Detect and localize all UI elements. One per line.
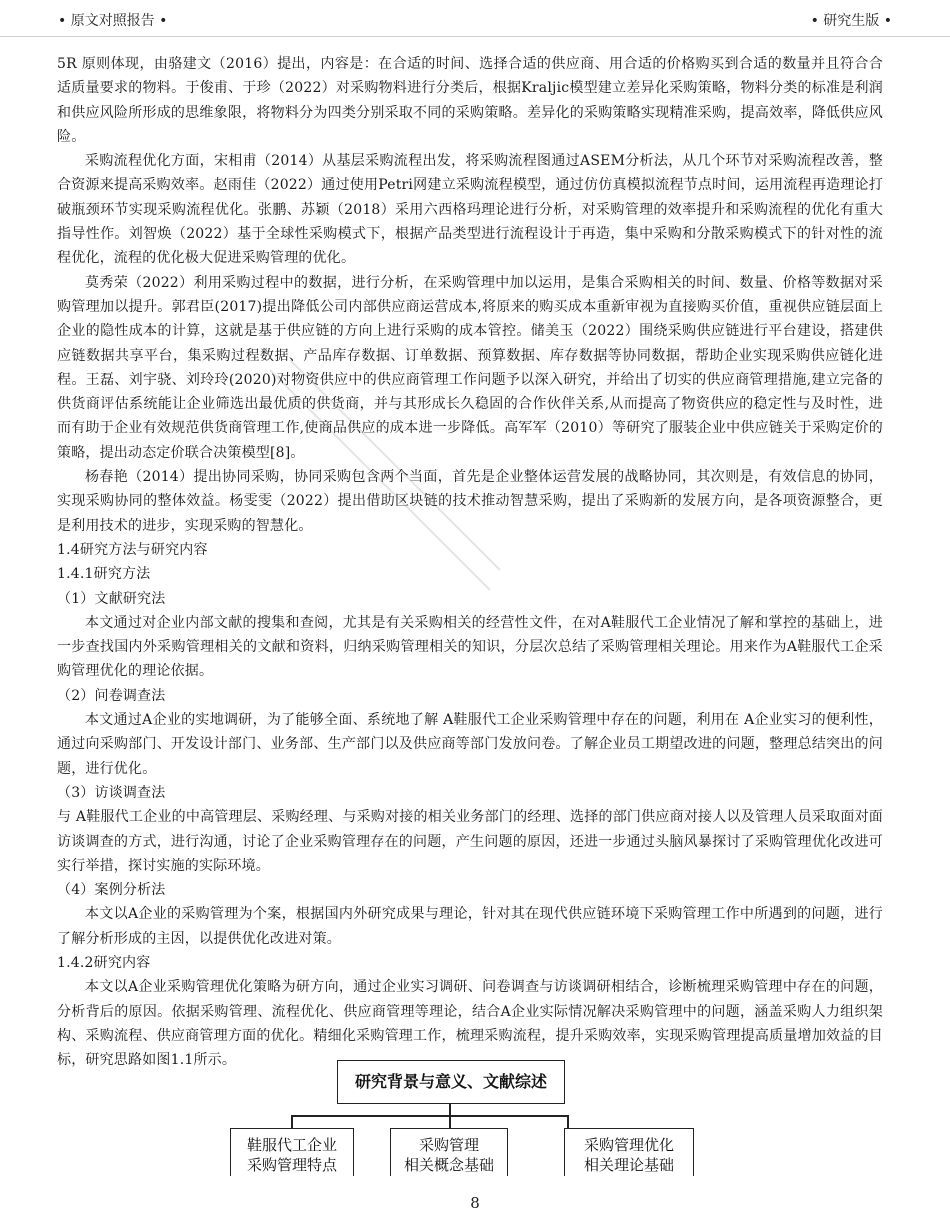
paragraph-process-optimization: 采购流程优化方面，宋相甫（2014）从基层采购流程出发，将采购流程图通过ASEM分析法，从几个环节对采购流程改善，整合资源来提高采购效率。赵雨佳（2022）通过使用Petri网建立采购流程模型，通过仿仿真模拟流程节点时间，运用流程再造理论打破瓶颈环节实现采购流程优化。张鹏、苏颖（2018）采用六西格玛理论进行分析，对采购管理的效率提升和采购流程的优化有重大指导性作。刘智焕（2022）基于全球性采购模式下，根据产品类型进行流程设计于再造，集中采购和分散采购模式下的针对性的流程优化，流程的优化极大促进采购管理的优化。 (57, 153, 883, 267)
paragraph-literature-method: 本文通过对企业内部文献的搜集和查阅，尤其是有关采购相关的经营性文件，在对A鞋服代工企业情况了解和掌控的基础上，进一步查找国内外采购管理相关的文献和资料，归纳采购管理相关的知识，分层次总结了采购管理相关理论。用来作为A鞋服代工企采购管理优化的理论依据。 (57, 614, 883, 680)
figure-box-footwear-oem (230, 1128, 354, 1176)
paragraph-5r-principle: 5R 原则体现，由骆建文（2016）提出，内容是：在合适的时间、选择合适的供应商、用合适的价格购买到合适的数量并且符合合适质量要求的物料。于俊甫、于珍（2022）对采购物料进行分类后，根据Kraljic模型建立差异化采购策略，物料分类的标准是利润和供应风险所形成的思维象限，将物料分为四类分别采取不同的采购策略。差异化的采购策略实现精准采购，提高效率，降低供应风险。 (57, 56, 883, 145)
figure-box-optimization-theory-line1: 采购管理优化 (583, 1136, 674, 1154)
body-text (57, 52, 883, 1072)
figure-connector-left (291, 1115, 293, 1129)
paragraph-collaborative-procurement: 杨春艳（2014）提出协同采购，协同采购包含两个当面，首先是企业整体运营发展的战略协同，其次则是，有效信息的协同，实现采购协同的整体效益。杨雯雯（2022）提出借助区块链的技术推动智慧采购，提出了采购新的发展方向，是各项资源整合，更是利用技术的进步，实现采购的智慧化。 (57, 469, 883, 534)
page-number: 8 (470, 1194, 480, 1212)
method-heading-questionnaire: （2）问卷调查法 (57, 687, 166, 704)
figure-box-optimization-theory (564, 1128, 694, 1176)
paragraph-questionnaire-method: 本文通过A企业的实地调研，为了能够全面、系统地了解 A鞋服代工企业采购管理中存在的问题，利用在 A企业实习的便利性，通过向采购部门、开发设计部门、业务部、生产部门以及供应商等部门发放问卷。了解企业员工期望改进的问题，整理总结突出的问题，进行优化。 (57, 712, 883, 777)
section-heading-1-4: 1.4研究方法与研究内容 (57, 541, 208, 558)
paragraph-case-study-method: 本文以A企业的采购管理为个案，根据国内外研究成果与理论，针对其在现代供应链环境下采购管理工作中所遇到的问题，进行了解分析形成的主因，以提供优化改进对策。 (57, 906, 883, 947)
paragraph-data-and-supply-chain: 莫秀荣（2022）利用采购过程中的数据，进行分析，在采购管理中加以运用，是集合采购相关的时间、数量、价格等数据对采购管理加以提升。郭君臣(2017)提出降低公司内部供应商运营成本,将原来的购买成本重新审视为直接购买价值，重视供应链层面上企业的隐性成本的计算，这就是基于供应链的方向上进行采购的成本管控。储美玉（2022）围绕采购供应链进行平台建设，搭建供应链数据共享平台，集采购过程数据、产品库存数据、订单数据、预算数据、库存数据等协同数据，帮助企业实现采购供应链化进程。王磊、刘宇骁、刘玲玲(2020)对物资供应中的供应商管理工作问题予以深入研究，并给出了切实的供应商管理措施,建立完备的供货商评估系统能让企业筛选出最优质的供货商，并与其形成长久稳固的合作伙伴关系,从而提高了物资供应的稳定性与及时性，进而有助于企业有效规范供货商管理工作,使商品供应的成本进一步降低。高军军（2010）等研究了服装企业中供应链关于采购定价的策略，提出动态定价联合决策模型[8]。 (57, 274, 883, 461)
paragraph-research-content: 本文以A企业采购管理优化策略为研方向，通过企业实习调研、问卷调查与访谈调研相结合，诊断梳理采购管理中存在的问题，分析背后的原因。依据采购管理、流程优化、供应商管理等理论，结合A企业实际情况解决采购管理中的问题，涵盖采购人力组织架构、采购流程、供应商管理方面的优化。精细化采购管理工作，梳理采购流程，提升采购效率，实现采购管理提高质量增加效益的目标，研究思路如图1.1所示。 (57, 979, 883, 1069)
header-report-label: • 原文对照报告 • (58, 13, 168, 29)
figure-box-procurement-concepts (390, 1128, 508, 1176)
page-header (0, 0, 950, 37)
figure-connector-horizontal (291, 1115, 567, 1117)
section-heading-1-4-1: 1.4.1研究方法 (57, 566, 151, 583)
figure-connector-middle (449, 1115, 451, 1129)
figure-box-optimization-theory-line2: 相关理论基础 (583, 1156, 674, 1174)
figure-box-procurement-concepts-line2: 相关概念基础 (403, 1156, 494, 1174)
figure-box-footwear-oem-line2: 采购管理特点 (246, 1156, 337, 1174)
figure-box-procurement-concepts-line1: 采购管理 (418, 1136, 479, 1154)
research-framework-figure (230, 1058, 710, 1176)
header-edition-label: • 研究生版 • (810, 13, 892, 29)
method-heading-interview: （3）访谈调查法 (57, 784, 166, 801)
figure-connector-right (567, 1115, 569, 1129)
figure-box-footwear-oem-line1: 鞋服代工企业 (246, 1136, 337, 1154)
figure-top-box: 研究背景与意义、文献综述 (337, 1060, 565, 1104)
paragraph-interview-method: 与 A鞋服代工企业的中高管理层、采购经理、与采购对接的相关业务部门的经理、选择的部门供应商对接人以及管理人员采取面对面访谈调查的方式，进行沟通，讨论了企业采购管理存在的问题，产生问题的原因，还进一步通过头脑风暴探讨了采购管理优化改进可实行举措，探讨实施的实际环境。 (57, 809, 883, 874)
section-heading-1-4-2: 1.4.2研究内容 (57, 954, 151, 971)
method-heading-case-study: （4）案例分析法 (57, 882, 166, 899)
method-heading-literature: （1）文献研究法 (57, 590, 166, 607)
